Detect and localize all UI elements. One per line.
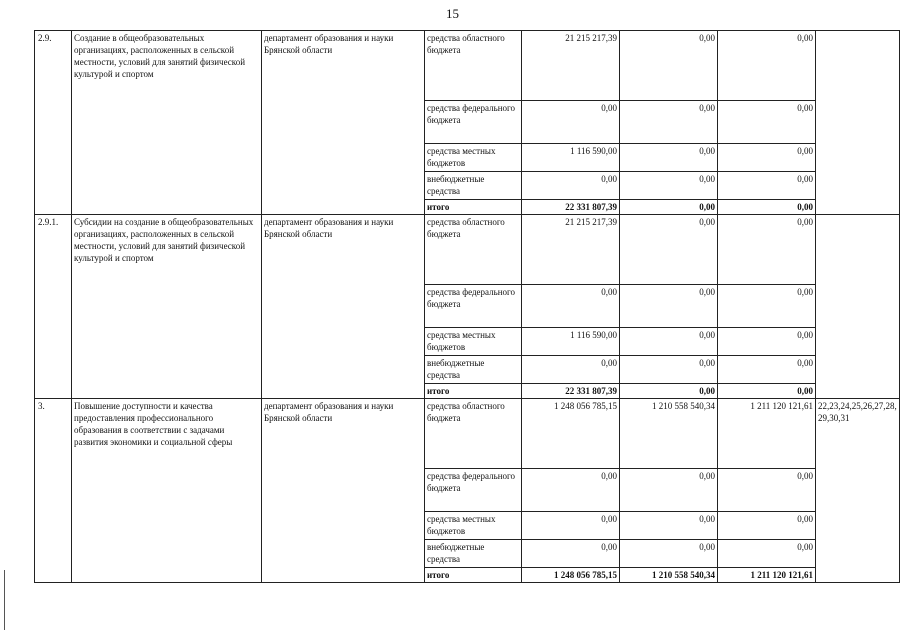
section-number: 2.9.1. bbox=[35, 215, 72, 399]
amount-cell: 0,00 bbox=[522, 101, 620, 144]
amount-cell: 1 210 558 540,34 bbox=[620, 568, 718, 583]
funding-source: итого bbox=[425, 568, 522, 583]
amount-cell: 1 248 056 785,15 bbox=[522, 568, 620, 583]
amount-cell: 0,00 bbox=[620, 540, 718, 568]
amount-cell: 0,00 bbox=[620, 31, 718, 101]
amount-cell: 0,00 bbox=[620, 328, 718, 356]
amount-cell: 0,00 bbox=[620, 101, 718, 144]
amount-cell: 21 215 217,39 bbox=[522, 31, 620, 101]
amount-cell: 0,00 bbox=[620, 144, 718, 172]
amount-cell: 0,00 bbox=[718, 200, 816, 215]
indicator-numbers bbox=[816, 215, 900, 399]
funding-source: средства федерального бюджета bbox=[425, 101, 522, 144]
funding-source: средства федерального бюджета bbox=[425, 285, 522, 328]
amount-cell: 1 210 558 540,34 bbox=[620, 399, 718, 469]
amount-cell: 0,00 bbox=[718, 144, 816, 172]
amount-cell: 22 331 807,39 bbox=[522, 384, 620, 399]
table-row bbox=[35, 31, 900, 101]
table-row bbox=[35, 399, 900, 469]
amount-cell: 0,00 bbox=[620, 172, 718, 200]
amount-cell: 0,00 bbox=[718, 285, 816, 328]
amount-cell: 0,00 bbox=[718, 540, 816, 568]
table-row bbox=[35, 215, 900, 285]
amount-cell: 0,00 bbox=[718, 101, 816, 144]
amount-cell: 0,00 bbox=[522, 356, 620, 384]
amount-cell: 0,00 bbox=[620, 200, 718, 215]
amount-cell: 0,00 bbox=[718, 469, 816, 512]
indicator-numbers: 22,23,24,25,26,27,28, 29,30,31 bbox=[816, 399, 900, 583]
amount-cell: 0,00 bbox=[718, 512, 816, 540]
indicator-numbers bbox=[816, 31, 900, 215]
amount-cell: 0,00 bbox=[522, 172, 620, 200]
amount-cell: 0,00 bbox=[718, 384, 816, 399]
section-name: Создание в общеобразовательных организациях, расположенных в сельской местности, условий для занятий физической культурой и спортом bbox=[72, 31, 262, 215]
funding-source: средства областного бюджета bbox=[425, 399, 522, 469]
amount-cell: 0,00 bbox=[718, 356, 816, 384]
section-executor: департамент образования и науки Брянской области bbox=[262, 215, 425, 399]
funding-source: внебюджетные средства bbox=[425, 540, 522, 568]
funding-source: средства местных бюджетов bbox=[425, 328, 522, 356]
amount-cell: 1 116 590,00 bbox=[522, 144, 620, 172]
amount-cell: 0,00 bbox=[620, 285, 718, 328]
section-name: Повышение доступности и качества предоставления профессионального образования в соответствии с задачами развития экономики и социальной сферы bbox=[72, 399, 262, 583]
page-number: 15 bbox=[446, 6, 459, 21]
amount-cell: 0,00 bbox=[620, 512, 718, 540]
funding-source: средства местных бюджетов bbox=[425, 512, 522, 540]
amount-cell: 1 211 120 121,61 bbox=[718, 399, 816, 469]
section-executor: департамент образования и науки Брянской области bbox=[262, 399, 425, 583]
amount-cell: 0,00 bbox=[522, 469, 620, 512]
amount-cell: 1 211 120 121,61 bbox=[718, 568, 816, 583]
funding-source: средства местных бюджетов bbox=[425, 144, 522, 172]
amount-cell: 0,00 bbox=[620, 356, 718, 384]
funding-source: внебюджетные средства bbox=[425, 172, 522, 200]
amount-cell: 0,00 bbox=[620, 384, 718, 399]
funding-source: внебюджетные средства bbox=[425, 356, 522, 384]
amount-cell: 0,00 bbox=[718, 31, 816, 101]
section-name: Субсидии на создание в общеобразовательных организациях, расположенных в сельской местности, условий для занятий физической культурой и спортом bbox=[72, 215, 262, 399]
amount-cell: 0,00 bbox=[620, 469, 718, 512]
section-number: 2.9. bbox=[35, 31, 72, 215]
section-number: 3. bbox=[35, 399, 72, 583]
budget-table bbox=[34, 30, 900, 583]
amount-cell: 0,00 bbox=[620, 215, 718, 285]
amount-cell: 0,00 bbox=[522, 285, 620, 328]
table-body bbox=[35, 31, 900, 583]
funding-source: средства федерального бюджета bbox=[425, 469, 522, 512]
funding-source: средства областного бюджета bbox=[425, 31, 522, 101]
amount-cell: 0,00 bbox=[718, 215, 816, 285]
funding-source: итого bbox=[425, 384, 522, 399]
scan-mark bbox=[4, 570, 5, 630]
amount-cell: 0,00 bbox=[522, 540, 620, 568]
amount-cell: 0,00 bbox=[718, 328, 816, 356]
amount-cell: 0,00 bbox=[718, 172, 816, 200]
amount-cell: 22 331 807,39 bbox=[522, 200, 620, 215]
amount-cell: 1 116 590,00 bbox=[522, 328, 620, 356]
funding-source: средства областного бюджета bbox=[425, 215, 522, 285]
section-executor: департамент образования и науки Брянской области bbox=[262, 31, 425, 215]
funding-source: итого bbox=[425, 200, 522, 215]
amount-cell: 0,00 bbox=[522, 512, 620, 540]
amount-cell: 1 248 056 785,15 bbox=[522, 399, 620, 469]
amount-cell: 21 215 217,39 bbox=[522, 215, 620, 285]
